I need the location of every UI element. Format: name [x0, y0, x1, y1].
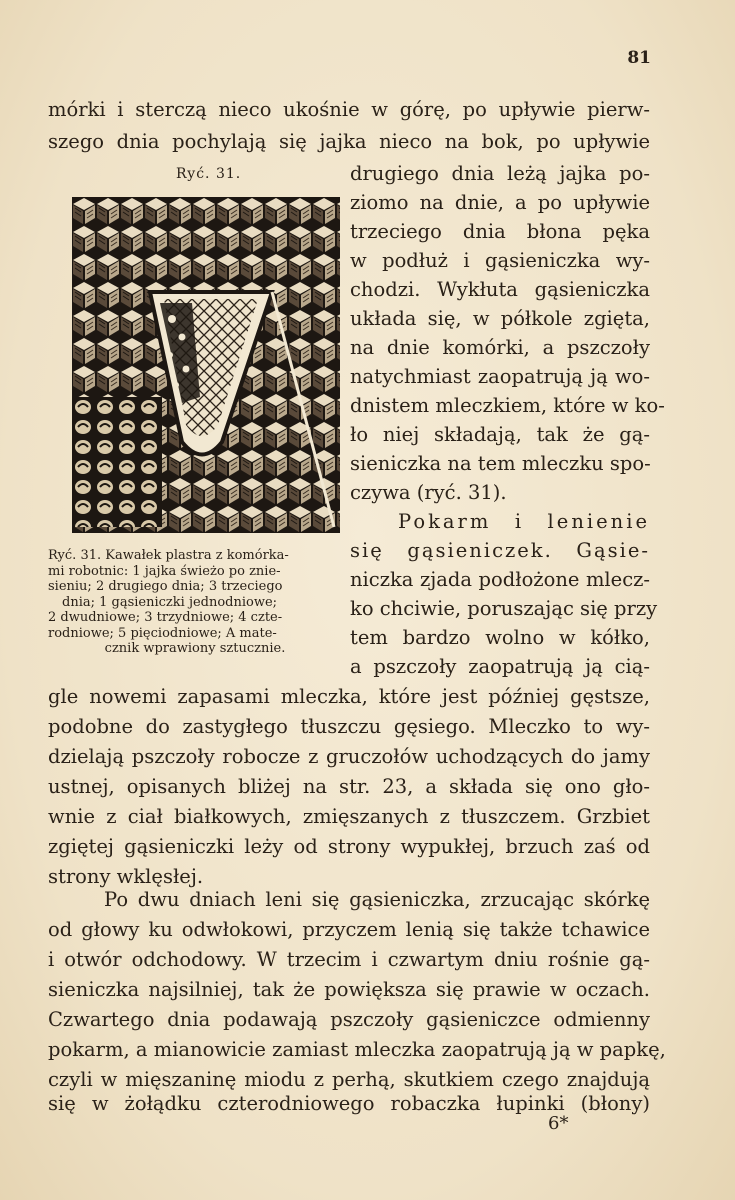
text-line: czywa (ryć. 31). — [350, 481, 507, 504]
page-number: 81 — [627, 48, 651, 68]
signature-mark: 6* — [548, 1113, 569, 1134]
text-line: pokarm, a mianowicie zamiast mleczka zaopatrują ją w papkę, — [48, 1038, 666, 1061]
text-line: szego dnia pochylają się jajka nieco na bok, po upływie — [48, 130, 650, 153]
text-line: a pszczoły zaopatrują ją cią- — [350, 655, 650, 678]
caption-line: cznik wprawiony sztucznie. — [104, 641, 286, 656]
text-line: zgiętej gąsieniczki leży od strony wypukłej, brzuch zaś od — [48, 835, 650, 858]
text-line: wnie z ciał białkowych, zmięszanych z tłuszczem. Grzbiet — [48, 805, 650, 828]
text-line: od głowy ku odwłokowi, przyczem lenią się także tchawice — [48, 918, 650, 941]
text-line: tem bardzo wolno w kółko, — [350, 626, 650, 649]
text-line: ziomo na dnie, a po upływie — [350, 191, 650, 214]
text-line: czyli w mięszaninę miodu z perhą, skutkiem czego znajdują — [48, 1068, 650, 1091]
text-line: podobne do zastygłego tłuszczu gęsiego. Mleczko to wy- — [48, 715, 650, 738]
honeycomb-illustration — [72, 197, 340, 533]
caption-line: sieniu; 2 drugiego dnia; 3 trzeciego — [48, 579, 283, 594]
text-line: ko chciwie, poruszając się przy — [350, 597, 658, 620]
text-line: układa się, w półkole zgięta, — [350, 307, 650, 330]
text-line: chodzi. Wykłuta gąsieniczka — [350, 278, 650, 301]
figure-label: Ryć. 31. — [176, 166, 242, 182]
text-line: gle nowemi zapasami mleczka, które jest później gęstsze, — [48, 685, 650, 708]
caption-line: dnia; 1 gąsieniczki jednodniowe; — [62, 594, 278, 610]
section-heading-continued: się gąsieniczek. Gąsie- — [350, 539, 650, 562]
text-line: ustnej, opisanych bliżej na str. 23, a składa się ono gło- — [48, 775, 650, 798]
paragraph-start: Po dwu dniach leni się gąsieniczka, zrzucając skórkę — [104, 888, 650, 911]
text-line: mórki i sterczą nieco ukośnie w górę, po upływie pierw- — [48, 98, 650, 121]
section-heading: Pokarm i lenienie — [398, 510, 650, 533]
text-line: ło niej składają, tak że gą- — [350, 423, 650, 446]
text-line: natychmiast zaopatrują ją wo- — [350, 365, 650, 388]
text-line: się w żołądku czterodniowego robaczka łupinki (błony) — [48, 1092, 650, 1115]
text-line: w podłuż i gąsieniczka wy- — [350, 249, 650, 272]
caption-line: 2 dwudniowe; 3 trzydniowe; 4 czte- — [48, 610, 283, 625]
text-line: trzeciego dnia błona pęka — [350, 220, 650, 243]
text-line: sieniczka na tem mleczku spo- — [350, 452, 651, 475]
text-line: dnistem mleczkiem, które w ko- — [350, 394, 665, 417]
text-line: Czwartego dnia podawają pszczoły gąsieniczce odmienny — [48, 1008, 650, 1031]
text-line: strony wklęsłej. — [48, 865, 204, 888]
text-line: niczka zjada podłożone mlecz- — [350, 568, 650, 591]
caption-line: mi robotnic: 1 jajka świeżo po znie- — [48, 563, 281, 579]
text-line: na dnie komórki, a pszczoły — [350, 336, 650, 359]
figure-caption — [48, 548, 342, 657]
text-line: drugiego dnia leżą jajka po- — [350, 162, 650, 185]
caption-line: Ryć. 31. Kawałek plastra z komórka- — [48, 548, 289, 563]
text-line: sieniczka najsilniej, tak że powiększa się prawie w oczach. — [48, 978, 650, 1001]
text-line: i otwór odchodowy. W trzecim i czwartym dniu rośnie gą- — [48, 948, 650, 971]
text-line: dzielają pszczoły robocze z gruczołów uchodzących do jamy — [48, 745, 650, 768]
caption-line: rodniowe; 5 pięciodniowe; A mate- — [48, 625, 277, 641]
